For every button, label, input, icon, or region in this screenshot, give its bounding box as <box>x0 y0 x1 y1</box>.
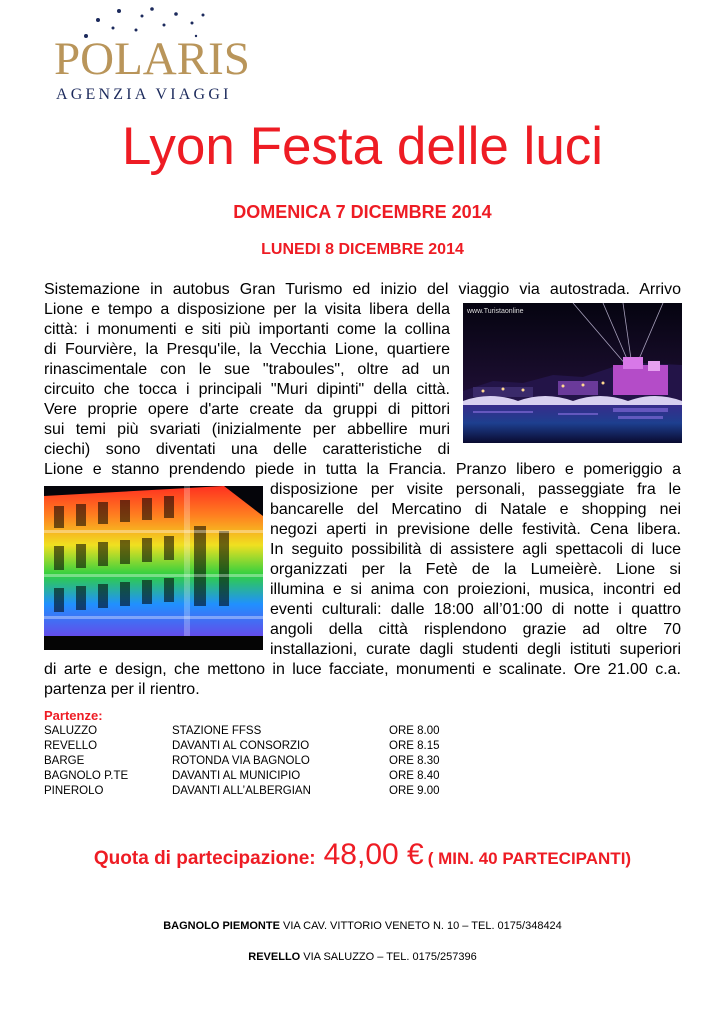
body-line: disposizione per visite personali, passeggiate fra le <box>270 481 681 498</box>
departure-row <box>44 784 464 799</box>
body-line: circuito che tocca i principali "Muri dipinti" della città. <box>44 381 450 398</box>
departure-location: DAVANTI ALL’ALBERGIAN <box>172 785 311 797</box>
departure-time: ORE 8.00 <box>389 725 440 737</box>
body-line: rinascimentale con le sue "traboules", oltre ad un <box>44 361 450 378</box>
departure-place: BAGNOLO P.TE <box>44 770 129 782</box>
body-line: organizzati per la Fetè de la Lumeièrè. Lione si <box>270 561 681 578</box>
departure-location: DAVANTI AL CONSORZIO <box>172 740 310 752</box>
footer-text: VIA CAV. VITTORIO VENETO N. 10 – TEL. 0175/348424 <box>279 920 562 932</box>
quote-price: 48,00 € <box>323 838 424 871</box>
logo-subtitle: AGENZIA VIAGGI <box>56 86 232 103</box>
body-line: città: i monumenti e siti più importanti come la collina <box>44 321 450 338</box>
footer-city: BAGNOLO PIEMONTE <box>163 920 280 932</box>
body-line: sui temi più svariati (inizialmente per abbellire muri <box>44 421 450 438</box>
departure-place: BARGE <box>44 755 85 767</box>
departure-place: PINEROLO <box>44 785 104 797</box>
departure-row <box>44 739 464 754</box>
footer-text: VIA SALUZZO – TEL. 0175/257396 <box>300 951 477 963</box>
body-line: Lione e stanno prendendo piede in tutta la Francia. Pranzo libero e pomeriggio a <box>44 461 681 478</box>
body-line: Sistemazione in autobus Gran Turismo ed inizio del viaggio via autostrada. Arrivo <box>44 281 681 298</box>
quote-minimum: ( MIN. 40 PARTECIPANTI) <box>427 849 632 868</box>
body-line: bancarelle del Mercatino di Natale e shopping nei <box>270 501 681 518</box>
lyon-night-photo <box>463 303 682 443</box>
footer-city: REVELLO <box>248 951 301 963</box>
body-line: eventi culturali: dalle 18:00 all’01:00 di notte i quattro <box>270 601 681 618</box>
departure-time: ORE 9.00 <box>389 785 440 797</box>
body-line: Vere proprie opere d'arte create da gruppi di pittori <box>44 401 450 418</box>
body-line: angoli della città risplendono grazie ad oltre 70 <box>270 621 681 638</box>
departure-location: STAZIONE FFSS <box>172 725 262 737</box>
departure-location: ROTONDA VIA BAGNOLO <box>172 755 310 767</box>
departure-location: DAVANTI AL MUNICIPIO <box>172 770 301 782</box>
body-line: partenza per il rientro. <box>44 681 200 698</box>
body-line: di arte e design, che mettono in luce facciate, monumenti e scalinate. Ore 21.00 c.a. <box>44 661 681 678</box>
date-first: DOMENICA 7 DICEMBRE 2014 <box>233 202 492 222</box>
page-title: Lyon Festa delle luci <box>121 117 604 176</box>
departure-row <box>44 769 464 784</box>
departure-time: ORE 8.15 <box>389 740 440 752</box>
departure-time: ORE 8.40 <box>389 770 440 782</box>
body-line: ciechi) sono diventati una delle caratteristiche di <box>44 441 450 458</box>
polaris-logo <box>46 6 250 106</box>
facade-lights-photo <box>44 486 263 650</box>
body-line: installazioni, curate dagli studenti degli istituti superiori <box>270 641 681 658</box>
departure-place: REVELLO <box>44 740 98 752</box>
departures-heading: Partenze: <box>44 708 103 723</box>
departure-row <box>44 724 464 739</box>
body-line: di Fourvière, la Presqu'ile, la Vecchia Lione, quartiere <box>44 341 450 358</box>
logo-name: POLARIS <box>54 33 250 85</box>
footer-address-revello <box>0 951 725 963</box>
date-second: LUNEDI 8 DICEMBRE 2014 <box>261 241 464 258</box>
departure-row <box>44 754 464 769</box>
departure-time: ORE 8.30 <box>389 755 440 767</box>
departure-place: SALUZZO <box>44 725 98 737</box>
footer-address-bagnolo <box>0 920 725 932</box>
body-line: In seguito possibilità di assistere agli spettacoli di luce <box>270 541 681 558</box>
body-line: illumina e si anima con proiezioni, musica, incontri ed <box>270 581 681 598</box>
body-line: negozi aperti in previsione delle festività. Cena libera. <box>270 521 681 538</box>
photo-watermark: www.Turistaonline <box>467 308 524 315</box>
quote-label: Quota di partecipazione: <box>93 848 316 869</box>
body-line: Lione e tempo a disposizione per la visita libera della <box>44 301 450 318</box>
price-quote <box>0 838 725 872</box>
